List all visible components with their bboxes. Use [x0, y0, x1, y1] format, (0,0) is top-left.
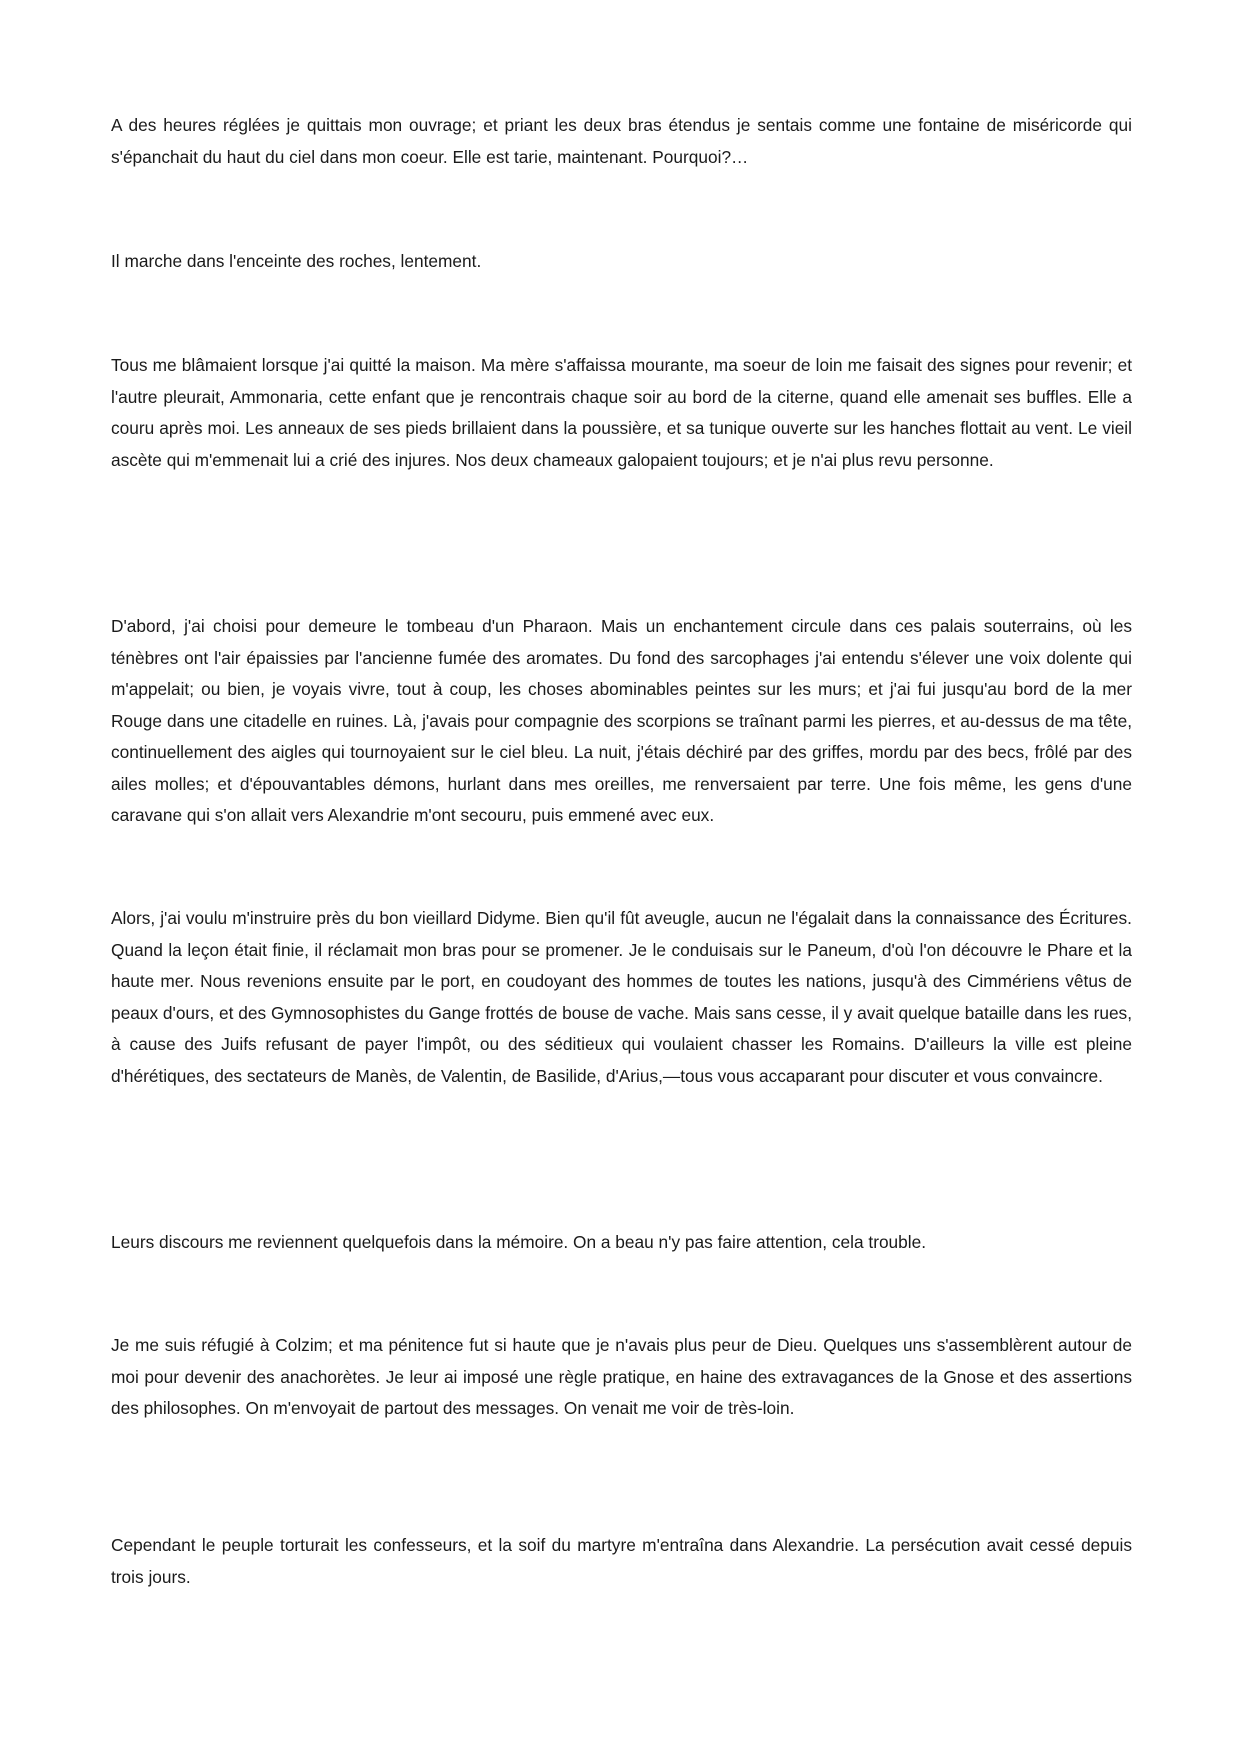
paragraph-didymus: Alors, j'ai voulu m'instruire près du bon vieillard Didyme. Bien qu'il fût aveugle, aucun ne l'égalait dans la connaissance des Écritures. Quand la leçon était finie, il réclamait mon bras pour se promener. Je le conduisais sur le Paneum, d'où l'on découvre le Phare et la haute mer. Nous revenions ensuite par le port, en coudoyant des hommes de toutes les nations, jusqu'à des Cimmériens vêtus de peaux d'ours, et des Gymnosophistes du Gange frottés de bouse de vache. Mais sans cesse, il y avait quelque bataille dans les rues, à cause des Juifs refusant de payer l'impôt, ou des séditieux qui voulaient chasser les Romains. D'ailleurs la ville est pleine d'hérétiques, des sectateurs de Manès, de Valentin, de Basilide, d'Arius,—tous vous accaparant pour discuter et vous convaincre.: [111, 908, 1132, 1086]
paragraph-leaving-home: Tous me blâmaient lorsque j'ai quitté la maison. Ma mère s'affaissa mourante, ma soeur de loin me faisait des signes pour revenir; et l'autre pleurait, Ammonaria, cette enfant que je rencontrais chaque soir au bord de la citerne, quand elle amenait ses buffles. Elle a couru après moi. Les anneaux de ses pieds brillaient dans la poussière, et sa tunique ouverte sur les hanches flottait au vent. Le vieil ascète qui m'emmenait lui a crié des injures. Nos deux chameaux galopaient toujours; et je n'ai plus revu personne.: [111, 355, 1132, 470]
paragraph-fountain-of-mercy: A des heures réglées je quittais mon ouvrage; et priant les deux bras étendus je sentais comme une fontaine de miséricorde qui s'épanchait du haut du ciel dans mon coeur. Elle est tarie, maintenant. Pourquoi?…: [111, 115, 1132, 167]
paragraph-pharaoh-tomb: D'abord, j'ai choisi pour demeure le tombeau d'un Pharaon. Mais un enchantement circule dans ces palais souterrains, où les ténèbres ont l'air épaissies par l'ancienne fumée des aromates. Du fond des sarcophages j'ai entendu s'élever une voix dolente qui m'appelait; ou bien, je voyais vivre, tout à coup, les choses abominables peintes sur les murs; et j'ai fui jusqu'au bord de la mer Rouge dans une citadelle en ruines. Là, j'avais pour compagnie des scorpions se traînant parmi les pierres, et au-dessus de ma tête, continuellement des aigles qui tournoyaient sur le ciel bleu. La nuit, j'étais déchiré par des griffes, mordu par des becs, frôlé par des ailes molles; et d'épouvantables démons, hurlant dans mes oreilles, me renversaient par terre. Une fois même, les gens d'une caravane qui s'on allait vers Alexandrie m'ont secouru, puis emmené avec eux.: [111, 616, 1132, 825]
paragraph-colzim: Je me suis réfugié à Colzim; et ma pénitence fut si haute que je n'avais plus peur de Dieu. Quelques uns s'assemblèrent autour de moi pour devenir des anachorètes. Je leur ai imposé une règle pratique, en haine des extravagances de la Gnose et des assertions des philosophes. On m'envoyait de partout des messages. On venait me voir de très-loin.: [111, 1335, 1132, 1418]
paragraph-persecution: Cependant le peuple torturait les confesseurs, et la soif du martyre m'entraîna dans Alexandrie. La persécution avait cessé depuis trois jours.: [111, 1535, 1132, 1587]
paragraph-stage-direction: Il marche dans l'enceinte des roches, lentement.: [111, 251, 482, 271]
paragraph-discourses: Leurs discours me reviennent quelquefois dans la mémoire. On a beau n'y pas faire attention, cela trouble.: [111, 1232, 927, 1252]
